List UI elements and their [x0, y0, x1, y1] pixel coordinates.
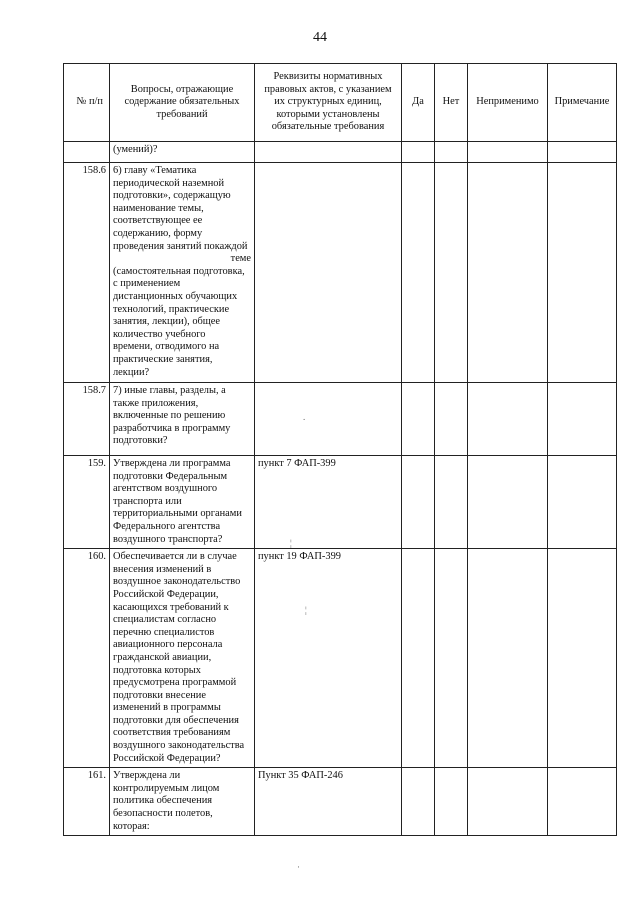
row-num: 161. — [64, 768, 110, 836]
question-line: времени, отводимого на — [113, 341, 220, 353]
question-line: технологий, практические — [113, 303, 230, 315]
question-line: 7) иные главы, разделы, а — [113, 385, 226, 396]
row-question — [110, 456, 255, 549]
question-line: Российской Федерации, — [113, 588, 219, 600]
scan-speck: · — [297, 862, 300, 872]
question-line: периодической наземной — [113, 177, 225, 189]
question-line: касающихся требований к — [113, 601, 229, 613]
question-line: проведения занятий покаждой — [113, 240, 248, 252]
header-yes: Да — [402, 64, 435, 142]
cell-note — [548, 142, 617, 163]
question-line: также приложения, — [113, 397, 199, 409]
question-line: дистанционных обучающих — [113, 290, 238, 302]
question-line: включенные по решению — [113, 410, 226, 422]
question-line: практические занятия, — [113, 353, 213, 365]
row-reference: пункт 7 ФАП-399 — [255, 456, 402, 549]
question-line: (самостоятельная подготовка, — [113, 265, 245, 277]
question-line: Утверждена ли — [113, 770, 181, 782]
cell-yes — [402, 142, 435, 163]
question-line: с применением — [113, 278, 181, 290]
question-line: лекции? — [113, 366, 150, 378]
requirements-table — [63, 63, 617, 836]
row-question — [110, 768, 255, 836]
question-line: авиационного персонала — [113, 639, 223, 651]
cell-note — [548, 768, 617, 836]
question-line: изменений в программы — [113, 702, 221, 714]
question-line: агентством воздушного — [113, 483, 218, 495]
question-line: воздушного транспорта? — [113, 533, 223, 545]
cell-not-applicable — [468, 456, 548, 549]
row-question — [110, 163, 255, 383]
question-line: контролируемым лицом — [113, 782, 220, 794]
row-reference — [255, 142, 402, 163]
question-line: количество учебного — [113, 328, 206, 340]
table-row — [64, 163, 617, 383]
row-num: 158.6 — [64, 163, 110, 383]
scan-speck: ¦ — [290, 538, 292, 548]
scan-speck: . — [303, 412, 306, 422]
row-question — [110, 549, 255, 768]
question-line: подготовки? — [113, 435, 168, 447]
question-line: подготовка которых — [113, 664, 201, 676]
question-line: предусмотрена программой — [113, 677, 237, 689]
table-header-row — [64, 64, 617, 142]
header-question: Вопросы, отражающие содержание обязательных требований — [110, 64, 255, 142]
table-row — [64, 383, 617, 456]
table-row — [64, 142, 617, 163]
cell-no — [435, 768, 468, 836]
question-line: гражданской авиации, — [113, 651, 212, 663]
question-line: Федерального агентства — [113, 520, 221, 532]
header-not-applicable: Неприменимо — [468, 64, 548, 142]
cell-note — [548, 383, 617, 456]
question-line: соответствующее ее — [113, 215, 203, 227]
question-line: 6) главу «Тематика — [113, 165, 197, 176]
cell-no — [435, 163, 468, 383]
cell-note — [548, 456, 617, 549]
row-num: 158.7 — [64, 383, 110, 456]
question-line: подготовки Федеральным — [113, 470, 228, 482]
question-line: разработчика в программу — [113, 422, 231, 434]
question-line: территориальными органами — [113, 508, 242, 520]
cell-yes — [402, 456, 435, 549]
question-line: соответствия требованиям — [113, 727, 231, 739]
cell-note — [548, 163, 617, 383]
question-line: Утверждена ли программа — [113, 458, 231, 469]
table-row — [64, 549, 617, 768]
cell-no — [435, 142, 468, 163]
row-reference: Пункт 35 ФАП-246 — [255, 768, 402, 836]
question-line: подготовки для обеспечения — [113, 714, 239, 726]
cell-no — [435, 383, 468, 456]
row-num: 160. — [64, 549, 110, 768]
question-line: которая: — [113, 820, 150, 832]
row-reference — [255, 383, 402, 456]
table-row — [64, 456, 617, 549]
header-no: Нет — [435, 64, 468, 142]
cell-yes — [402, 163, 435, 383]
row-num — [64, 142, 110, 163]
question-line: специалистам согласно — [113, 614, 217, 626]
cell-not-applicable — [468, 549, 548, 768]
cell-not-applicable — [468, 163, 548, 383]
cell-yes — [402, 549, 435, 768]
question-line: подготовки внесение — [113, 689, 206, 701]
question-line: занятия, лекции), общее — [113, 316, 221, 328]
header-num: № п/п — [64, 64, 110, 142]
question-line: воздушного законодательства — [113, 740, 245, 752]
table-row — [64, 768, 617, 836]
scan-speck: ¦ — [305, 605, 307, 615]
page-number: 44 — [313, 30, 327, 45]
question-line: Обеспечивается ли в случае — [113, 551, 237, 563]
cell-no — [435, 549, 468, 768]
cell-yes — [402, 383, 435, 456]
question-line: подготовки», содержащую — [113, 190, 231, 202]
cell-no — [435, 456, 468, 549]
question-line: содержанию, форму — [113, 227, 203, 239]
cell-note — [548, 549, 617, 768]
question-line: транспорта или — [113, 495, 182, 507]
question-line: наименование темы, — [113, 202, 204, 214]
question-line: (умений)? — [113, 144, 158, 155]
row-reference — [255, 163, 402, 383]
question-line: перечню специалистов — [113, 626, 215, 638]
header-note: Примечание — [548, 64, 617, 142]
question-line: внесения изменений в — [113, 563, 212, 575]
question-line: политика обеспечения — [113, 795, 213, 807]
question-line: безопасности полетов, — [113, 808, 213, 820]
question-line: теме — [230, 253, 251, 265]
cell-yes — [402, 768, 435, 836]
question-line: воздушное законодательство — [113, 576, 241, 588]
question-line: Российской Федерации? — [113, 752, 221, 764]
cell-not-applicable — [468, 383, 548, 456]
row-question — [110, 383, 255, 456]
header-reference: Реквизиты нормативных правовых актов, с указанием их структурных единиц, которыми установлены обязательные требования — [255, 64, 402, 142]
row-num: 159. — [64, 456, 110, 549]
cell-not-applicable — [468, 142, 548, 163]
cell-not-applicable — [468, 768, 548, 836]
row-question — [110, 142, 255, 163]
row-reference: пункт 19 ФАП-399 — [255, 549, 402, 768]
